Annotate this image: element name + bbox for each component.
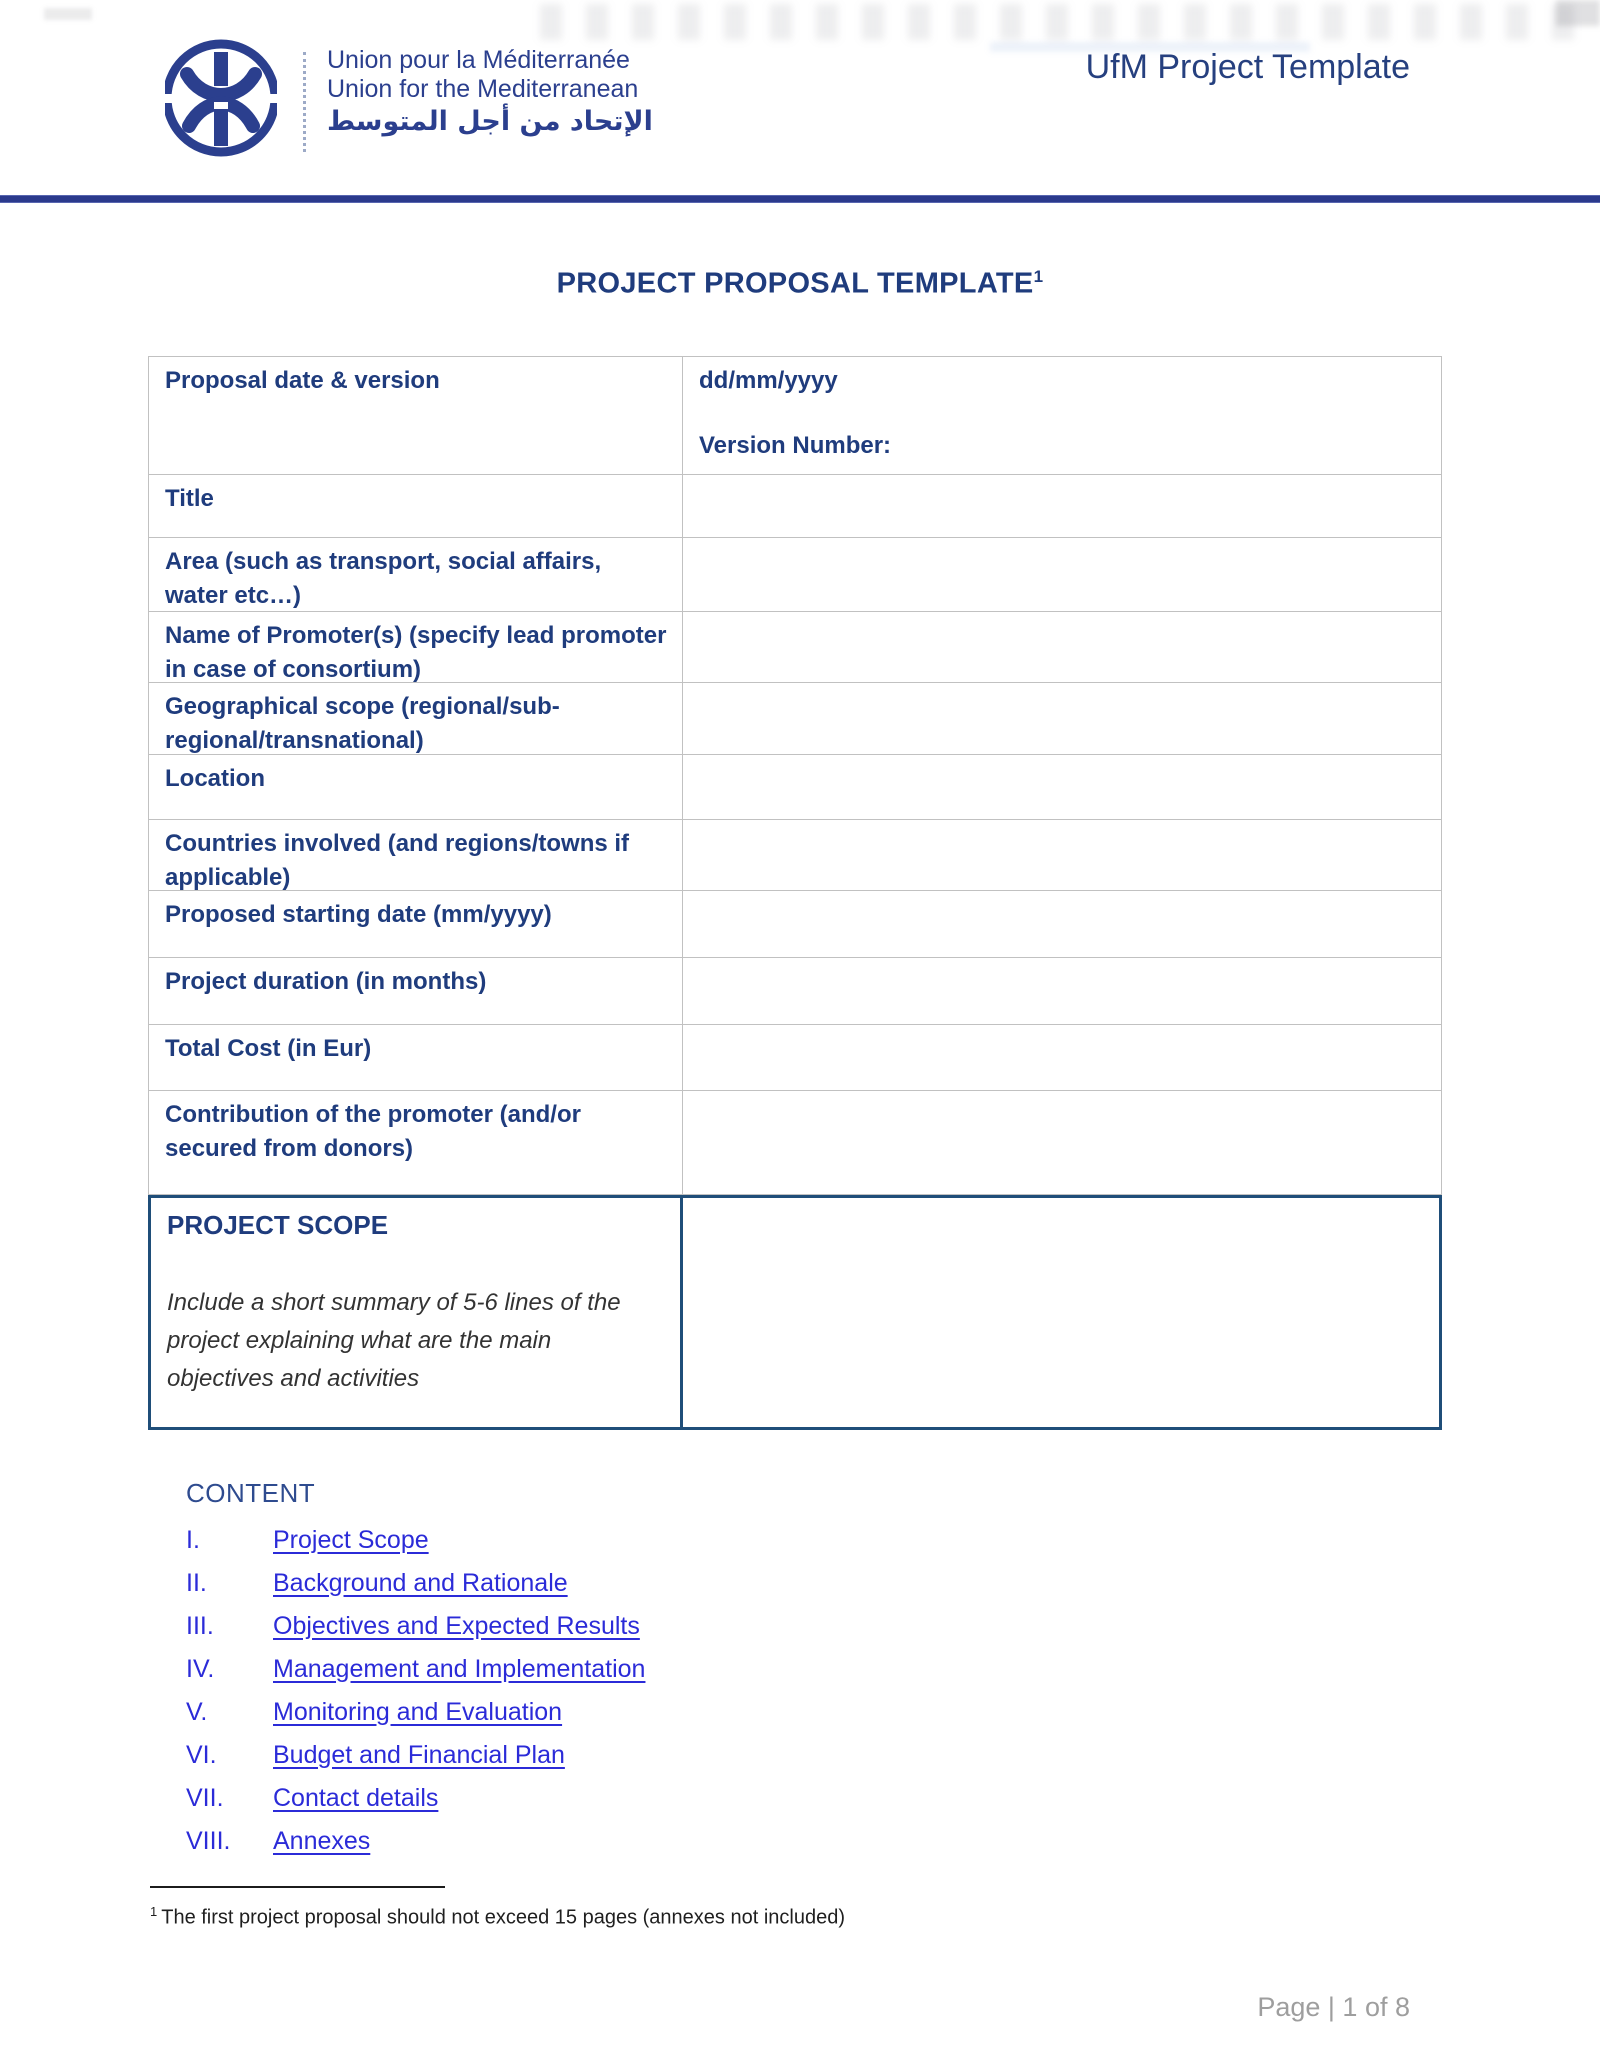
footnote-separator [150, 1886, 445, 1888]
table-row [148, 538, 1442, 612]
project-scope-heading: PROJECT SCOPE [167, 1209, 389, 1240]
row-label: Project duration (in months) [149, 958, 683, 1024]
row-label: Name of Promoter(s) (specify lead promoter in case of consortium) [149, 612, 683, 682]
table-row [148, 891, 1442, 958]
toc-link-contact[interactable]: Contact details [273, 1783, 439, 1812]
org-name-fr: Union pour la Méditerranée [327, 46, 630, 74]
footnote-block [150, 1886, 1600, 1930]
list-item [186, 1783, 1600, 1813]
content-heading: CONTENT [186, 1477, 316, 1508]
toc-numeral: III. [186, 1611, 214, 1640]
table-row [148, 1091, 1442, 1195]
table-row [148, 683, 1442, 755]
project-scope-value [683, 1198, 1439, 1427]
ufm-logo-icon [165, 36, 277, 160]
toc-numeral: VI. [186, 1740, 217, 1769]
toc-numeral: I. [186, 1525, 200, 1554]
row-value [683, 538, 1441, 611]
page-header [0, 0, 1600, 195]
table-row [148, 612, 1442, 683]
org-name-en: Union for the Mediterranean [327, 75, 639, 103]
project-scope-note: Include a short summary of 5-6 lines of the project explaining what are the main objectives and activities [167, 1288, 621, 1392]
proposal-table [148, 356, 1442, 1430]
footnote-text [150, 1904, 1600, 1930]
toc-link-management[interactable]: Management and Implementation [273, 1654, 646, 1683]
list-item [186, 1740, 1600, 1770]
table-of-contents [186, 1478, 1600, 1856]
toc-link-annexes[interactable]: Annexes [273, 1826, 371, 1855]
organization-name [327, 46, 653, 140]
table-row [148, 958, 1442, 1025]
row-value [683, 891, 1441, 957]
row-value [683, 1025, 1441, 1090]
row-value [683, 475, 1441, 537]
page-number: Page | 1 of 8 [1257, 1992, 1410, 2022]
row-label: Total Cost (in Eur) [149, 1025, 683, 1090]
toc-link-project-scope[interactable]: Project Scope [273, 1525, 429, 1554]
list-item [186, 1525, 1600, 1555]
toc-link-background[interactable]: Background and Rationale [273, 1568, 568, 1597]
logo-divider [303, 52, 306, 152]
list-item [186, 1611, 1600, 1641]
row-label: Geographical scope (regional/sub-regional/transnational) [149, 683, 683, 754]
list-item [186, 1654, 1600, 1684]
row-label: Proposal date & version [149, 357, 683, 474]
version-number-label: Version Number: [699, 431, 892, 459]
row-label: Proposed starting date (mm/yyyy) [149, 891, 683, 957]
row-value [683, 357, 1441, 474]
toc-link-objectives[interactable]: Objectives and Expected Results [273, 1611, 640, 1640]
project-scope-cell [151, 1198, 683, 1427]
list-item [186, 1697, 1600, 1727]
row-value [683, 612, 1441, 682]
page-title-text: PROJECT PROPOSAL TEMPLATE [556, 267, 1034, 300]
document-label: UfM Project Template [1085, 48, 1410, 86]
row-value [683, 820, 1441, 890]
row-label: Countries involved (and regions/towns if applicable) [149, 820, 683, 890]
footnote-body: The first project proposal should not exceed 15 pages (annexes not included) [161, 1906, 845, 1929]
row-label: Location [149, 755, 683, 819]
table-row [148, 475, 1442, 538]
list-item [186, 1826, 1600, 1856]
header-rule [0, 195, 1600, 203]
toc-link-monitoring[interactable]: Monitoring and Evaluation [273, 1697, 563, 1726]
row-label: Area (such as transport, social affairs, water etc…) [149, 538, 683, 611]
toc-numeral: V. [186, 1697, 208, 1726]
row-label: Contribution of the promoter (and/or secured from donors) [149, 1091, 683, 1194]
list-item [186, 1568, 1600, 1598]
toc-link-budget[interactable]: Budget and Financial Plan [273, 1740, 565, 1769]
table-row [148, 820, 1442, 891]
toc-numeral: IV. [186, 1654, 215, 1683]
footnote-number: 1 [150, 1903, 158, 1919]
table-row [148, 356, 1442, 475]
table-row [148, 1025, 1442, 1091]
footnote-reference: 1 [1033, 267, 1044, 286]
row-label: Title [149, 475, 683, 537]
toc-numeral: II. [186, 1568, 207, 1597]
date-format-hint: dd/mm/yyyy [699, 366, 838, 394]
row-value [683, 1091, 1441, 1194]
toc-numeral: VIII. [186, 1826, 231, 1855]
project-scope-row [148, 1195, 1442, 1430]
row-value [683, 958, 1441, 1024]
table-row [148, 755, 1442, 820]
row-value [683, 683, 1441, 754]
row-value [683, 755, 1441, 819]
toc-numeral: VII. [186, 1783, 224, 1812]
page-title [0, 267, 1600, 301]
org-name-ar: الإتحاد من أجل المتوسط [327, 106, 653, 137]
